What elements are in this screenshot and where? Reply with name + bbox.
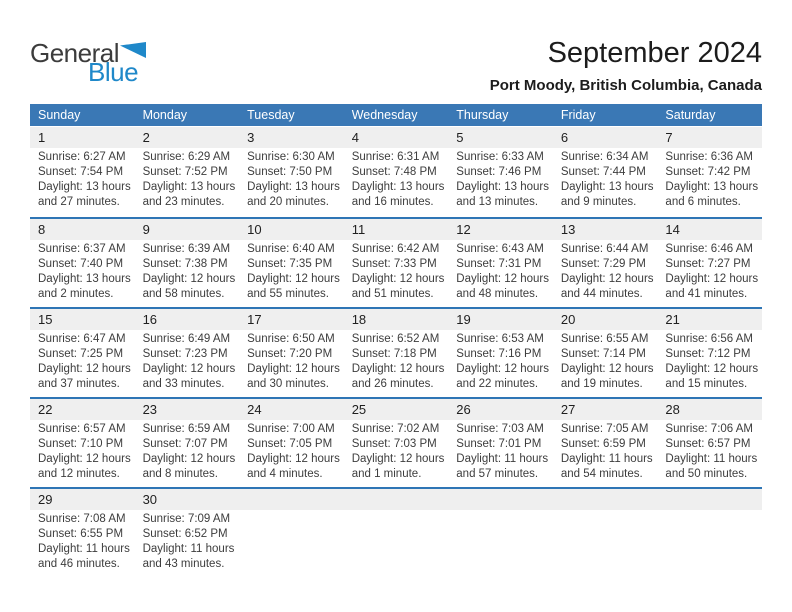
day-cell (30, 330, 135, 392)
logo-word-general: General (30, 38, 119, 68)
day-number: 2 (142, 130, 150, 145)
daylight-line2-text: and 4 minutes. (247, 468, 323, 480)
day-number-strip (30, 489, 762, 510)
day-cell (30, 420, 135, 482)
day-number: 9 (142, 222, 150, 237)
day-number: 27 (560, 402, 576, 417)
daylight-line2-text: and 44 minutes. (560, 288, 643, 300)
sunrise-text: Sunrise: 6:37 AM (38, 243, 126, 255)
daylight-line2-text: and 20 minutes. (247, 196, 329, 208)
day-number: 13 (560, 222, 576, 237)
calendar-grid (30, 104, 762, 577)
day-number: 18 (351, 312, 367, 327)
daylight-line1-text: Daylight: 12 hours (38, 363, 131, 375)
day-number: 11 (351, 222, 366, 237)
empty-day-cell (239, 510, 344, 572)
day-cell (553, 420, 658, 482)
daylight-line1-text: Daylight: 13 hours (247, 181, 340, 193)
daylight-line2-text: and 33 minutes. (142, 378, 225, 390)
daylight-line1-text: Daylight: 12 hours (560, 273, 654, 285)
sunset-text: Sunset: 6:52 PM (142, 528, 228, 540)
day-number: 24 (247, 402, 262, 417)
day-number: 17 (247, 312, 262, 327)
logo-triangle-icon (120, 42, 146, 58)
daylight-line2-text: and 15 minutes. (665, 378, 748, 390)
day-cell (448, 148, 553, 210)
day-cell (239, 240, 344, 302)
daylight-line1-text: Daylight: 12 hours (456, 363, 549, 375)
weekday-header-monday: Monday (142, 108, 188, 122)
daylight-line1-text: Daylight: 13 hours (456, 181, 549, 193)
sunrise-text: Sunrise: 6:59 AM (142, 423, 231, 435)
daylight-line1-text: Daylight: 11 hours (665, 453, 758, 465)
daylight-line1-text: Daylight: 12 hours (247, 273, 340, 285)
sunrise-text: Sunrise: 6:47 AM (38, 333, 126, 345)
page-subtitle: Port Moody, British Columbia, Canada (489, 76, 762, 94)
sunrise-text: Sunrise: 7:08 AM (38, 513, 126, 525)
sunrise-text: Sunrise: 6:57 AM (38, 423, 126, 435)
daylight-line1-text: Daylight: 12 hours (142, 453, 236, 465)
sunset-text: Sunset: 7:27 PM (665, 258, 751, 270)
sunrise-text: Sunrise: 6:39 AM (142, 243, 231, 255)
empty-day-cell (344, 510, 449, 572)
week-row (30, 397, 762, 487)
daylight-line1-text: Daylight: 12 hours (665, 363, 759, 375)
daylight-line1-text: Daylight: 12 hours (142, 273, 236, 285)
day-number: 3 (247, 130, 255, 145)
week-row (30, 127, 762, 217)
sunrise-text: Sunrise: 6:52 AM (351, 333, 440, 345)
weekday-header-friday: Friday (560, 108, 596, 122)
daylight-line2-text: and 16 minutes. (351, 196, 434, 208)
daylight-line1-text: Daylight: 12 hours (665, 273, 759, 285)
day-cell (553, 330, 658, 392)
sunset-text: Sunset: 7:40 PM (38, 258, 124, 270)
empty-day-cell (448, 510, 553, 572)
sunrise-text: Sunrise: 6:56 AM (665, 333, 753, 345)
daylight-line1-text: Daylight: 13 hours (142, 181, 236, 193)
day-cell (30, 148, 135, 210)
daylight-line1-text: Daylight: 12 hours (247, 453, 340, 465)
sunrise-text: Sunrise: 7:05 AM (560, 423, 649, 435)
sunset-text: Sunset: 7:16 PM (456, 348, 542, 360)
sunrise-text: Sunrise: 6:46 AM (665, 243, 753, 255)
daylight-line2-text: and 46 minutes. (38, 558, 120, 570)
daylight-line2-text: and 57 minutes. (456, 468, 539, 480)
day-cell (553, 148, 658, 210)
sunset-text: Sunset: 7:14 PM (560, 348, 646, 360)
daylight-line2-text: and 2 minutes. (38, 288, 114, 300)
daylight-line2-text: and 23 minutes. (142, 196, 225, 208)
daylight-line1-text: Daylight: 13 hours (560, 181, 654, 193)
day-detail-row (30, 420, 762, 482)
daylight-line1-text: Daylight: 12 hours (456, 273, 549, 285)
sunrise-text: Sunrise: 6:31 AM (351, 151, 440, 163)
sunset-text: Sunset: 7:10 PM (38, 438, 124, 450)
day-cell (657, 330, 762, 392)
sunrise-text: Sunrise: 6:29 AM (142, 151, 231, 163)
sunrise-text: Sunrise: 6:27 AM (38, 151, 126, 163)
day-number: 28 (665, 402, 680, 417)
day-cell (344, 240, 449, 302)
daylight-line2-text: and 27 minutes. (38, 196, 120, 208)
day-cell (657, 240, 762, 302)
sunset-text: Sunset: 7:25 PM (38, 348, 124, 360)
sunset-text: Sunset: 7:03 PM (351, 438, 437, 450)
daylight-line2-text: and 41 minutes. (665, 288, 748, 300)
daylight-line1-text: Daylight: 11 hours (456, 453, 549, 465)
sunrise-text: Sunrise: 7:06 AM (665, 423, 753, 435)
day-number: 30 (142, 492, 158, 507)
weekday-header-thursday: Thursday (456, 108, 509, 122)
day-number: 22 (38, 402, 53, 417)
sunrise-text: Sunrise: 6:49 AM (142, 333, 231, 345)
daylight-line2-text: and 54 minutes. (560, 468, 643, 480)
sunset-text: Sunset: 6:59 PM (560, 438, 646, 450)
weekday-header-tuesday: Tuesday (247, 108, 295, 122)
day-number: 12 (456, 222, 471, 237)
day-number: 6 (560, 130, 569, 145)
daylight-line1-text: Daylight: 12 hours (142, 363, 236, 375)
daylight-line2-text: and 30 minutes. (247, 378, 329, 390)
daylight-line2-text: and 50 minutes. (665, 468, 748, 480)
daylight-line2-text: and 43 minutes. (142, 558, 225, 570)
day-cell (30, 510, 135, 572)
day-cell (135, 240, 240, 302)
daylight-line1-text: Daylight: 12 hours (247, 363, 340, 375)
day-cell (448, 330, 553, 392)
sunrise-text: Sunrise: 7:02 AM (351, 423, 440, 435)
daylight-line1-text: Daylight: 11 hours (38, 543, 130, 555)
day-cell (239, 420, 344, 482)
daylight-line1-text: Daylight: 12 hours (38, 453, 131, 465)
daylight-line2-text: and 51 minutes. (351, 288, 434, 300)
sunset-text: Sunset: 7:46 PM (456, 166, 542, 178)
daylight-line1-text: Daylight: 13 hours (38, 181, 131, 193)
daylight-line2-text: and 13 minutes. (456, 196, 539, 208)
sunset-text: Sunset: 7:35 PM (247, 258, 333, 270)
weekday-header-wednesday: Wednesday (351, 108, 418, 122)
sunrise-text: Sunrise: 6:33 AM (456, 151, 544, 163)
day-number: 4 (351, 130, 359, 145)
daylight-line1-text: Daylight: 12 hours (351, 453, 445, 465)
day-cell (344, 330, 449, 392)
day-cell (448, 240, 553, 302)
sunrise-text: Sunrise: 6:53 AM (456, 333, 544, 345)
day-number: 20 (560, 312, 576, 327)
day-cell (657, 148, 762, 210)
day-number: 23 (142, 402, 158, 417)
day-cell (344, 420, 449, 482)
day-detail-row (30, 510, 762, 572)
sunrise-text: Sunrise: 6:40 AM (247, 243, 335, 255)
day-detail-row (30, 330, 762, 392)
logo-word-blue: Blue (88, 57, 139, 87)
daylight-line1-text: Daylight: 13 hours (38, 273, 131, 285)
daylight-line2-text: and 26 minutes. (351, 378, 434, 390)
sunset-text: Sunset: 7:33 PM (351, 258, 437, 270)
day-number: 10 (247, 222, 262, 237)
day-number: 16 (142, 312, 158, 327)
sunrise-text: Sunrise: 6:42 AM (351, 243, 440, 255)
page-title: September 2024 (547, 37, 762, 69)
daylight-line1-text: Daylight: 11 hours (560, 453, 653, 465)
sunset-text: Sunset: 7:38 PM (142, 258, 228, 270)
day-cell (135, 420, 240, 482)
day-number: 1 (38, 130, 46, 145)
day-cell (657, 420, 762, 482)
sunrise-text: Sunrise: 6:43 AM (456, 243, 544, 255)
day-number: 26 (456, 402, 471, 417)
title-block (490, 38, 762, 94)
weekday-header-saturday: Saturday (665, 108, 716, 122)
daylight-line1-text: Daylight: 11 hours (142, 543, 235, 555)
week-row (30, 307, 762, 397)
daylight-line2-text: and 8 minutes. (142, 468, 218, 480)
daylight-line1-text: Daylight: 12 hours (351, 363, 445, 375)
calendar-weeks (30, 127, 762, 577)
sunrise-text: Sunrise: 7:03 AM (456, 423, 544, 435)
day-number: 29 (38, 492, 53, 507)
sunset-text: Sunset: 7:48 PM (351, 166, 437, 178)
day-number: 7 (665, 130, 673, 145)
empty-day-cell (553, 510, 658, 572)
day-number-strip (30, 309, 762, 330)
day-number-strip (30, 127, 762, 148)
day-number: 5 (456, 130, 464, 145)
day-number: 25 (351, 402, 367, 417)
daylight-line2-text: and 22 minutes. (456, 378, 539, 390)
weekday-header-sunday: Sunday (38, 108, 81, 122)
day-cell (448, 420, 553, 482)
sunset-text: Sunset: 7:54 PM (38, 166, 124, 178)
daylight-line2-text: and 6 minutes. (665, 196, 741, 208)
daylight-line2-text: and 55 minutes. (247, 288, 329, 300)
sunrise-text: Sunrise: 6:34 AM (560, 151, 649, 163)
sunset-text: Sunset: 7:52 PM (142, 166, 228, 178)
week-row (30, 217, 762, 307)
daylight-line1-text: Daylight: 13 hours (351, 181, 445, 193)
day-number: 19 (456, 312, 471, 327)
sunrise-text: Sunrise: 6:44 AM (560, 243, 649, 255)
daylight-line1-text: Daylight: 13 hours (665, 181, 759, 193)
sunset-text: Sunset: 7:50 PM (247, 166, 333, 178)
week-row (30, 487, 762, 577)
daylight-line1-text: Daylight: 12 hours (351, 273, 445, 285)
sunrise-text: Sunrise: 7:00 AM (247, 423, 335, 435)
day-cell (30, 240, 135, 302)
day-cell (344, 148, 449, 210)
day-cell (135, 330, 240, 392)
day-detail-row (30, 240, 762, 302)
sunrise-text: Sunrise: 6:55 AM (560, 333, 649, 345)
sunset-text: Sunset: 7:01 PM (456, 438, 542, 450)
day-cell (135, 510, 240, 572)
sunset-text: Sunset: 7:31 PM (456, 258, 542, 270)
sunset-text: Sunset: 7:20 PM (247, 348, 333, 360)
daylight-line2-text: and 48 minutes. (456, 288, 539, 300)
sunrise-text: Sunrise: 6:50 AM (247, 333, 335, 345)
day-number: 14 (665, 222, 680, 237)
daylight-line2-text: and 37 minutes. (38, 378, 120, 390)
day-number-strip (30, 399, 762, 420)
sunset-text: Sunset: 7:42 PM (665, 166, 751, 178)
sunset-text: Sunset: 6:57 PM (665, 438, 751, 450)
day-cell (239, 330, 344, 392)
sunset-text: Sunset: 7:23 PM (142, 348, 228, 360)
day-cell (239, 148, 344, 210)
day-number-strip (30, 219, 762, 240)
sunrise-text: Sunrise: 6:36 AM (665, 151, 753, 163)
day-number: 21 (665, 312, 680, 327)
day-cell (553, 240, 658, 302)
sunset-text: Sunset: 7:29 PM (560, 258, 646, 270)
daylight-line2-text: and 19 minutes. (560, 378, 643, 390)
day-number: 15 (38, 312, 53, 327)
sunrise-text: Sunrise: 6:30 AM (247, 151, 335, 163)
daylight-line1-text: Daylight: 12 hours (560, 363, 654, 375)
sunrise-text: Sunrise: 7:09 AM (142, 513, 231, 525)
daylight-line2-text: and 9 minutes. (560, 196, 637, 208)
daylight-line2-text: and 12 minutes. (38, 468, 120, 480)
sunset-text: Sunset: 6:55 PM (38, 528, 124, 540)
weekday-header-row (30, 104, 762, 126)
sunset-text: Sunset: 7:05 PM (247, 438, 333, 450)
sunset-text: Sunset: 7:18 PM (351, 348, 437, 360)
day-number: 8 (38, 222, 46, 237)
daylight-line2-text: and 1 minute. (351, 468, 422, 480)
daylight-line2-text: and 58 minutes. (142, 288, 225, 300)
empty-day-cell (657, 510, 762, 572)
general-blue-logo (30, 40, 146, 85)
sunset-text: Sunset: 7:07 PM (142, 438, 228, 450)
day-detail-row (30, 148, 762, 210)
sunset-text: Sunset: 7:44 PM (560, 166, 646, 178)
day-cell (135, 148, 240, 210)
sunset-text: Sunset: 7:12 PM (665, 348, 751, 360)
